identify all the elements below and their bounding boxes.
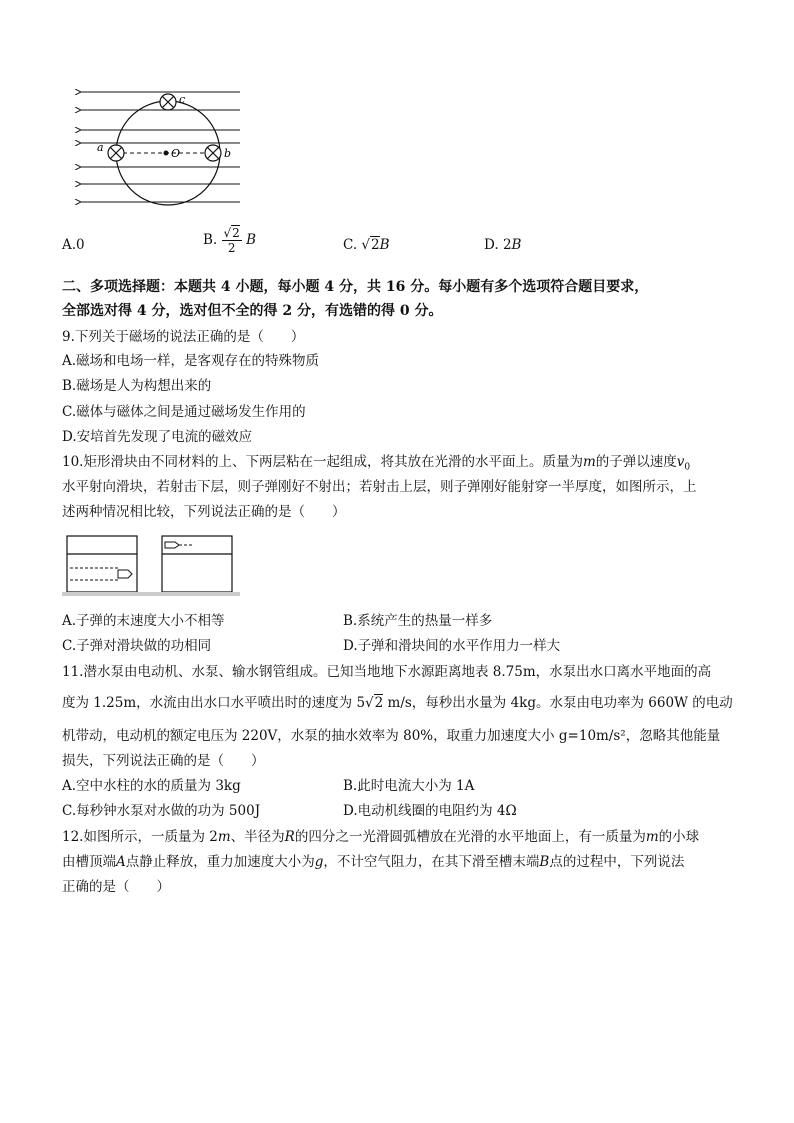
bullet-block-figure <box>62 530 242 602</box>
q12-stem2-c: ，不计空气阻力，在其下滑至槽末端 <box>323 854 540 870</box>
q11-option-c: C.每秒钟水泵对水做的功为 500J <box>62 803 261 819</box>
label-a: a <box>97 141 104 154</box>
q12-stem2-b: 点静止释放，重力加速度大小为 <box>125 854 315 870</box>
q11-stem-line2: 度为 1.25m，水流由出水口水平喷出时的速度为 5√2 m/s，每秒出水量为 4kg。水泵由电功率为 660W 的电动 <box>62 695 733 711</box>
q12-stem2-A: A <box>116 854 126 870</box>
q9-option-c: C.磁体与磁体之间是通过磁场发生作用的 <box>62 404 306 420</box>
label-o: O <box>171 147 181 160</box>
q9-option-d: D.安培首先发现了电流的磁效应 <box>62 429 253 445</box>
q8-option-c: C. √2B <box>343 237 390 253</box>
label-b: b <box>224 147 232 160</box>
q11-stem2-rad: 2 <box>374 695 384 711</box>
current-symbol-b <box>205 145 221 161</box>
q8-option-b <box>203 226 256 255</box>
ground-strip <box>62 592 240 596</box>
q10-stem-line3: 述两种情况相比较，下列说法正确的是（ ） <box>62 504 346 520</box>
q12-stem1-m1: m <box>217 829 231 845</box>
q12-stem2-d: 点的过程中，下列说法 <box>549 854 685 870</box>
q8-option-b-den: 2 <box>227 241 236 255</box>
center-dot <box>164 151 169 156</box>
q12-stem-line3: 正确的是（ ） <box>62 879 170 895</box>
q10-stem1-sub: 0 <box>684 462 691 473</box>
q12-stem1-a: 12.如图所示，一质量为 2 <box>62 829 218 845</box>
section2-heading-line2: 全部选对得 4 分，选对但不全的得 2 分，有选错的得 0 分。 <box>62 303 443 319</box>
q8-option-d-var: B <box>511 237 522 253</box>
label-c: c <box>179 93 186 106</box>
q8-option-d-text: 2 <box>502 237 512 253</box>
q8-option-b-prefix: B. <box>203 232 218 248</box>
current-symbol-a <box>108 145 124 161</box>
block-upper-shot <box>162 536 232 592</box>
q10-stem1-m: m <box>582 454 596 470</box>
q12-stem2-a: 由槽顶端 <box>62 854 116 870</box>
q12-stem2-g: g <box>314 854 324 870</box>
q8-option-c-var: B <box>379 237 390 253</box>
section2-heading-line1: 二、多项选择题：本题共 4 小题，每小题 4 分，共 16 分。每小题有多个选项符合题目要求， <box>62 279 649 295</box>
q10-stem-line1 <box>62 453 690 477</box>
q10-stem1-v: v <box>676 454 685 470</box>
q12-stem1-m2: m <box>645 829 659 845</box>
q10-option-b: B.系统产生的热量一样多 <box>343 613 493 629</box>
q10-stem1-a: 10.矩形滑块由不同材料的上、下两层粘在一起组成，将其放在光滑的水平面上。质量为 <box>62 454 583 470</box>
q12-stem1-c: 的四分之一光滑圆弧槽放在光滑的水平地面上，有一质量为 <box>294 829 646 845</box>
q11-option-d: D.电动机线圈的电阻约为 4Ω <box>343 803 517 819</box>
q11-stem-line3: 机带动，电动机的额定电压为 220V，水泵的抽水效率为 80%，取重力加速度大小 g=10m/s²，忽略其他能量 <box>62 728 721 744</box>
q11-option-a: A.空中水柱的水的质量为 3kg <box>62 778 241 794</box>
magnetic-field-figure <box>75 85 250 210</box>
q12-stem1-b: 、半径为 <box>230 829 285 845</box>
q9-option-b: B.磁场是人为构想出来的 <box>62 378 212 394</box>
q10-stem1-b: 的子弹以速度 <box>595 454 677 470</box>
q9-option-a: A.磁场和电场一样，是客观存在的特殊物质 <box>62 353 320 369</box>
q8-option-b-fraction: $\frac{√2}{2}$ <box>223 226 240 255</box>
q10-option-c: C.子弹对滑块做的功相同 <box>62 638 212 654</box>
q8-option-a: A.0 <box>62 237 85 253</box>
q10-stem-line2: 水平射向滑块，若射击下层，则子弹刚好不射出；若射击上层，则子弹刚好能射穿一半厚度，如图所示，上 <box>62 479 697 495</box>
q9-stem: 9.下列关于磁场的说法正确的是（ ） <box>62 329 305 345</box>
q12-stem-line1 <box>62 828 699 846</box>
q11-stem2-a: 度为 1.25m，水流由出水口水平喷出时的速度为 5 <box>62 695 366 711</box>
q12-stem2-B: B <box>539 854 550 870</box>
q8-option-d-prefix: D. <box>484 237 499 253</box>
block-lower-shot <box>67 536 137 592</box>
q12-stem1-r: R <box>284 829 295 845</box>
q12-stem1-d: 的小球 <box>658 829 700 845</box>
q8-option-c-rad: 2 <box>371 237 380 253</box>
q12-stem-line2 <box>62 853 684 871</box>
current-symbol-c <box>160 94 176 110</box>
q11-stem2-b: m/s，每秒出水量为 4kg。水泵由电功率为 660W 的电动 <box>383 695 733 711</box>
q11-option-b: B.此时电流大小为 1A <box>343 778 475 794</box>
q8-option-b-num: 2 <box>232 226 240 240</box>
q10-option-d: D.子弹和滑块间的水平作用力一样大 <box>343 638 561 654</box>
q8-option-c-prefix: C. <box>343 237 358 253</box>
q8-option-b-var: B <box>246 232 257 248</box>
q11-stem-line4: 损失，下列说法正确的是（ ） <box>62 753 265 769</box>
q8-option-d <box>484 236 521 254</box>
q10-option-a: A.子弹的末速度大小不相等 <box>62 613 225 629</box>
q11-stem-line1: 11.潜水泵由电动机、水泵、输水钢管组成。已知当地地下水源距离地表 8.75m，水泵出水口离水平地面的高 <box>62 664 712 680</box>
